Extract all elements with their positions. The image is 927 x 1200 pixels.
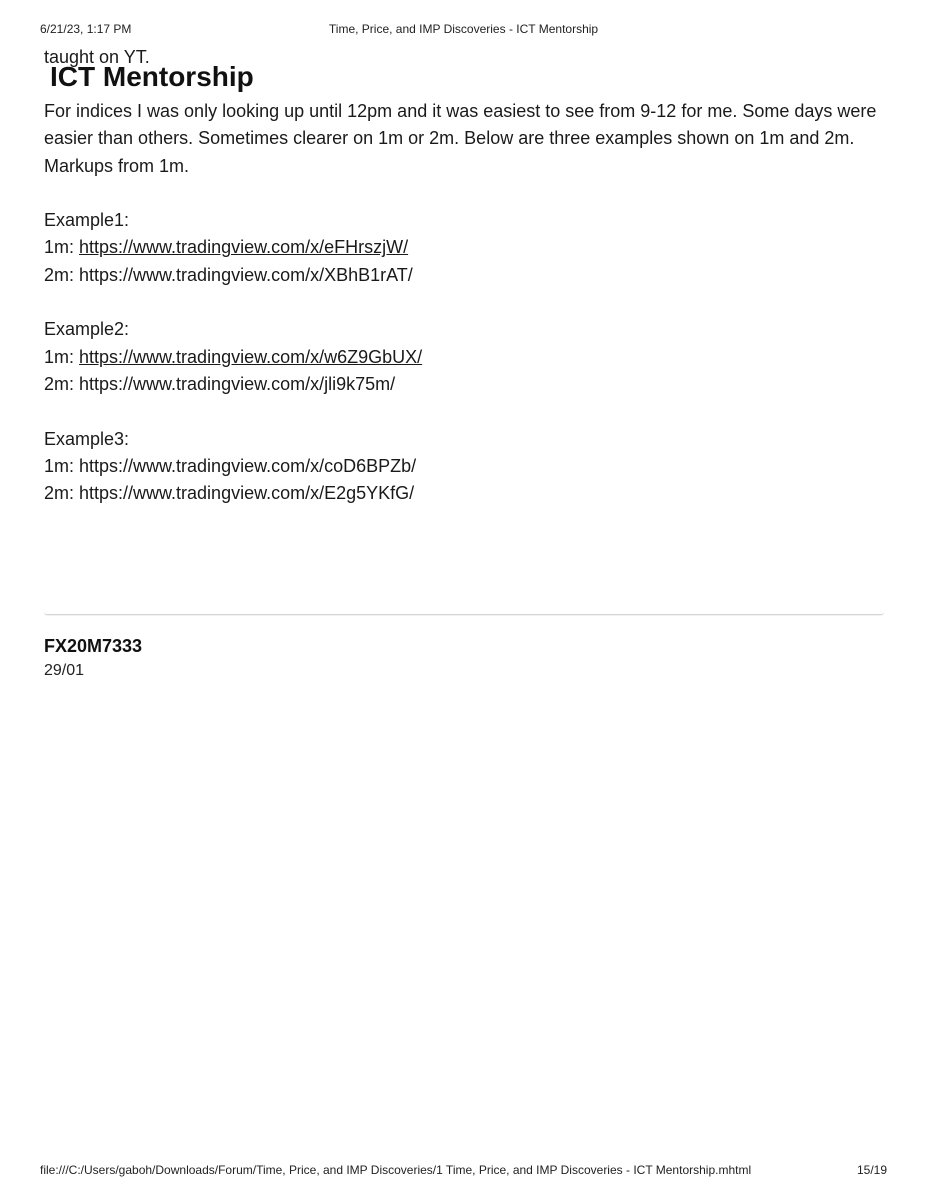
example-2m-line: 2m: https://www.tradingview.com/x/jli9k75m/ bbox=[44, 373, 396, 394]
post-body bbox=[44, 98, 894, 507]
previous-post-tail: taught on YT. bbox=[44, 47, 150, 67]
example-1m-prefix: 1m: bbox=[44, 346, 80, 367]
print-page-title: Time, Price, and IMP Discoveries - ICT Mentorship bbox=[328, 22, 599, 36]
spacer bbox=[44, 180, 894, 207]
post-author[interactable]: FX20M7333 bbox=[44, 636, 143, 656]
intro-line: Markups from 1m. bbox=[44, 155, 190, 176]
example-label: Example3: bbox=[44, 428, 130, 449]
example-1m-link[interactable]: https://www.tradingview.com/x/eFHrszjW/ bbox=[79, 237, 409, 258]
print-footer bbox=[40, 1163, 887, 1179]
post-divider bbox=[44, 612, 884, 615]
example-1m-prefix: 1m: bbox=[44, 237, 80, 258]
post-date: 29/01 bbox=[44, 662, 85, 679]
intro-line: easier than others. Sometimes clearer on 1m or 2m. Below are three examples shown on 1m and 2m. bbox=[44, 128, 855, 149]
example-2m-line: 2m: https://www.tradingview.com/x/E2g5YKfG/ bbox=[44, 483, 415, 504]
example-2m-line: 2m: https://www.tradingview.com/x/XBhB1rAT/ bbox=[44, 264, 413, 285]
example-1m-line bbox=[44, 344, 894, 371]
example-label: Example2: bbox=[44, 319, 130, 340]
example-1m-line bbox=[44, 234, 894, 261]
print-file-path: file:///C:/Users/gaboh/Downloads/Forum/Time, Price, and IMP Discoveries/1 Time, Price, and IMP Discoveries - ICT Mentorship.mhtml bbox=[40, 1163, 752, 1177]
print-header bbox=[40, 22, 887, 38]
example-label: Example1: bbox=[44, 210, 130, 231]
example-1m-line: 1m: https://www.tradingview.com/x/coD6BPZb/ bbox=[44, 455, 417, 476]
intro-line: For indices I was only looking up until 12pm and it was easiest to see from 9-12 for me. Some days were bbox=[44, 101, 877, 121]
spacer bbox=[44, 398, 894, 425]
print-page-number: 15/19 bbox=[856, 1163, 887, 1177]
example-1m-link[interactable]: https://www.tradingview.com/x/w6Z9GbUX/ bbox=[79, 346, 423, 367]
spacer bbox=[44, 289, 894, 316]
print-datetime: 6/21/23, 1:17 PM bbox=[40, 22, 132, 36]
site-title: ICT Mentorship bbox=[50, 61, 254, 92]
